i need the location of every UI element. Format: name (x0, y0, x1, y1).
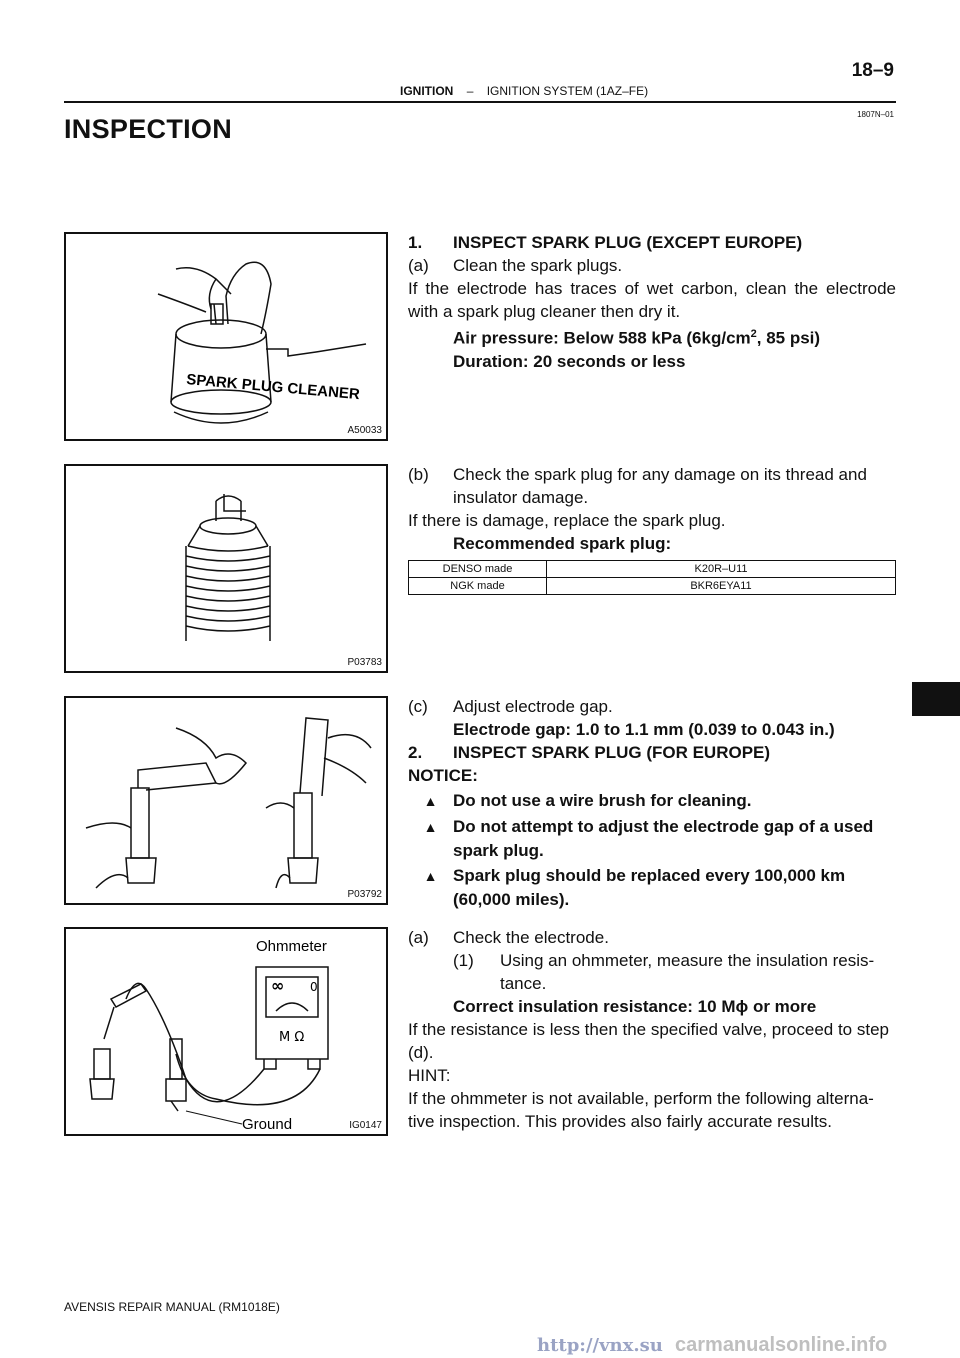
duration-spec: Duration: 20 seconds or less (453, 351, 686, 371)
subsection-name: IGNITION SYSTEM (1AZ–FE) (486, 84, 649, 98)
step1c-block (408, 695, 896, 911)
step2-heading (408, 741, 896, 764)
step2a (408, 926, 896, 949)
air-pressure-spec: Air pressure: Below 588 kPa ($6kg/cm^2$, 85 psi) (453, 328, 821, 348)
table-cell-maker: DENSO made (409, 561, 547, 578)
meter-infinity: ∞ (271, 976, 285, 995)
sub-text: Adjust electrode gap. (453, 697, 613, 716)
table-cell-part: BKR6EYA11 (547, 578, 896, 595)
table-cell-part: K20R–U11 (547, 561, 896, 578)
header-separator: – (466, 84, 474, 98)
sub-number: (c) (408, 697, 428, 716)
page-number: 18–9 (851, 60, 894, 81)
figure-spark-plug (64, 464, 388, 673)
notice-bullet-cont: spark plug. (453, 841, 544, 860)
step-number: 2. (408, 743, 423, 762)
sub-text: Check the electrode. (453, 928, 609, 947)
figure-id: P03792 (347, 889, 382, 900)
meter-unit: M Ω (279, 1030, 305, 1045)
notice-bullet-cont: (60,000 miles). (453, 890, 570, 909)
cleaner-label: SPARK PLUG CLEANER (185, 371, 361, 404)
sub-number: (a) (408, 928, 429, 947)
label-ground: Ground (242, 1116, 293, 1133)
sub-number: (b) (408, 465, 429, 484)
cleaning-instruction: If the electrode has traces of wet carbon, clean the electrode with a spark plug cleaner then dry it. (408, 279, 896, 321)
figure-id: A50033 (347, 425, 382, 436)
watermark-site[interactable]: carmanualsonline.info (675, 1334, 888, 1356)
hint-label: HINT: (408, 1066, 451, 1085)
spark-plug-cleaner-illustration (66, 234, 388, 441)
meter-zero: 0 (310, 980, 318, 994)
resistance-instruction-cont: (d). (408, 1043, 434, 1062)
sub-text: Check the spark plug for any damage on its thread and (453, 465, 867, 484)
sub-number: (1) (453, 951, 474, 970)
label-ohmmeter: Ohmmeter (256, 938, 327, 955)
step1a (408, 254, 896, 277)
step1-block (408, 231, 896, 373)
doc-code: 1807N–01 (857, 110, 894, 119)
sub-text-cont: tance. (500, 974, 547, 993)
step-title: INSPECT SPARK PLUG (FOR EUROPE) (453, 743, 771, 762)
hint-body-cont: tive inspection. This provides also fairly accurate results. (408, 1112, 832, 1131)
step-title: INSPECT SPARK PLUG (EXCEPT EUROPE) (453, 233, 803, 252)
step1b-block (408, 463, 896, 555)
gap-gauge-illustration (66, 698, 388, 905)
table-row (409, 578, 896, 595)
step1-heading (408, 231, 896, 254)
section-name: IGNITION (400, 84, 454, 98)
footer: AVENSIS REPAIR MANUAL (RM1018E) (64, 1300, 280, 1314)
notice-bullet: ▲ Spark plug should be replaced every 100,000 km (423, 866, 846, 885)
step2a1 (408, 949, 896, 972)
step1b (408, 463, 896, 486)
step2a-block (408, 926, 896, 1133)
damage-instruction: If there is damage, replace the spark plug. (408, 511, 726, 530)
sub-text: Clean the spark plugs. (453, 256, 623, 275)
figure-ohmmeter (64, 927, 388, 1136)
hint-body: If the ohmmeter is not available, perform the following alterna- (408, 1089, 874, 1108)
table-cell-maker: NGK made (409, 578, 547, 595)
figure-spark-plug-cleaner (64, 232, 388, 441)
notice-label: NOTICE: (408, 766, 478, 785)
spark-plug-illustration (66, 466, 388, 673)
table-row (409, 561, 896, 578)
recommended-label: Recommended spark plug: (453, 534, 672, 553)
notice-bullet: ▲ Do not use a wire brush for cleaning. (423, 791, 752, 810)
electrode-gap-spec: Electrode gap: 1.0 to 1.1 mm (0.039 to 0.043 in.) (453, 720, 835, 739)
page-title: INSPECTION (64, 114, 233, 144)
step1c (408, 695, 896, 718)
figure-id: IG0147 (349, 1120, 382, 1131)
running-header (400, 84, 648, 98)
ohmmeter-illustration (66, 929, 388, 1136)
insulation-resistance-spec: Correct insulation resistance: 10 Mϕ or more (453, 997, 817, 1016)
sub-number: (a) (408, 256, 429, 275)
spark-plug-table (408, 560, 896, 595)
sub-text-cont: insulator damage. (453, 488, 589, 507)
step-number: 1. (408, 233, 423, 252)
watermark-link[interactable]: http://vnx.su (537, 1335, 663, 1356)
sub-text: Using an ohmmeter, measure the insulation resis- (500, 951, 875, 970)
section-tab-marker (912, 682, 960, 716)
figure-electrode-gap (64, 696, 388, 905)
header-rule (64, 101, 896, 103)
resistance-instruction: If the resistance is less then the specified valve, proceed to step (408, 1020, 889, 1039)
notice-bullet: ▲ Do not attempt to adjust the electrode gap of a used (423, 817, 874, 836)
figure-id: P03783 (347, 657, 382, 668)
